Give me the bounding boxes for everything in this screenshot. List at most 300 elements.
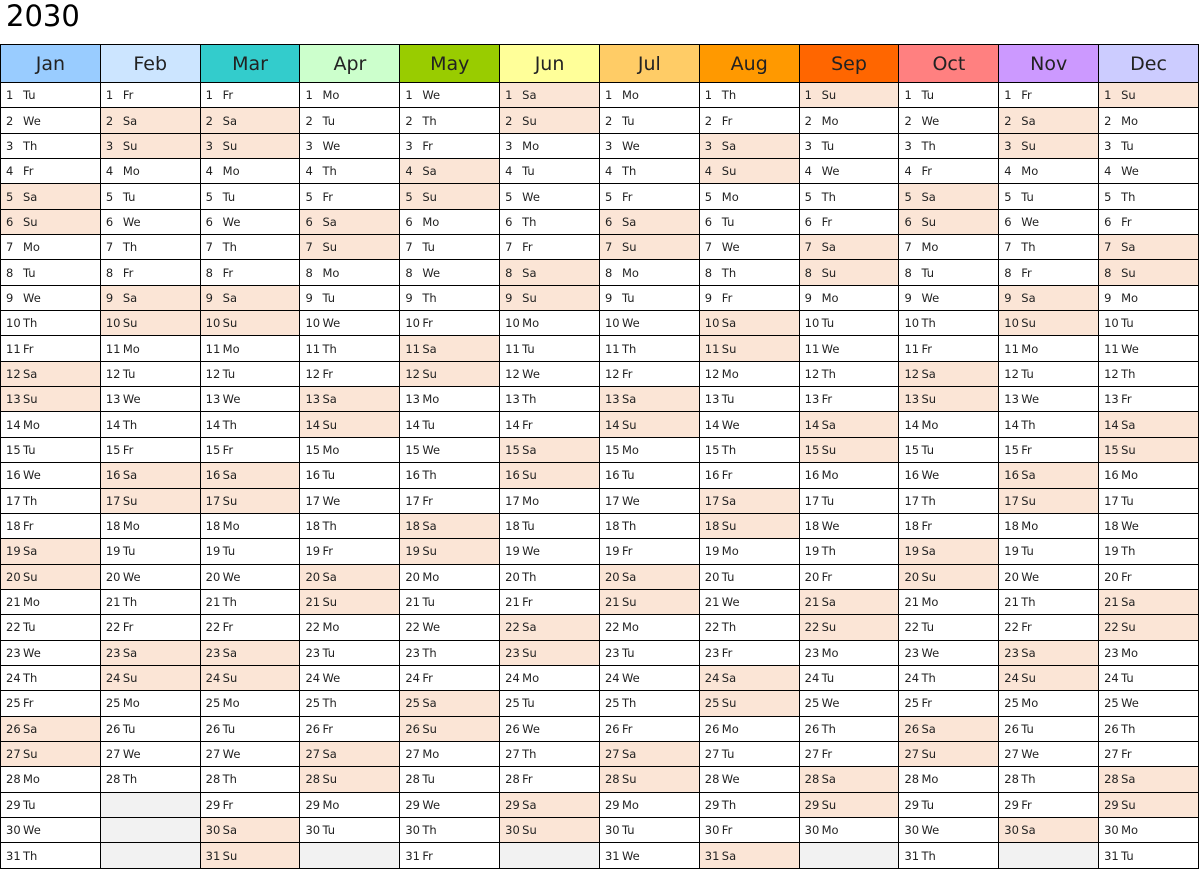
weekday-abbr: We: [522, 189, 540, 204]
weekday-abbr: Mo: [23, 595, 40, 610]
day-cell: [500, 235, 600, 260]
day-number: 22: [904, 620, 920, 635]
weekday-abbr: Fr: [23, 519, 34, 534]
weekday-abbr: Sa: [721, 316, 737, 331]
weekday-abbr: Th: [23, 138, 38, 153]
day-cell: [799, 412, 899, 437]
day-cell: [300, 412, 400, 437]
day-number: 16: [804, 468, 820, 483]
weekday-abbr: We: [222, 747, 241, 762]
weekday-abbr: Fr: [222, 265, 234, 280]
day-number: 5: [205, 189, 213, 204]
day-number: 23: [604, 645, 620, 660]
day-cell: [500, 133, 600, 158]
weekday-abbr: Su: [721, 164, 737, 179]
day-cell: [300, 564, 400, 589]
day-number: 21: [205, 595, 221, 610]
day-number: 2: [904, 113, 912, 128]
day-number: 29: [604, 797, 620, 812]
day-number: 7: [505, 240, 513, 255]
day-cell: [1, 792, 101, 817]
weekday-abbr: Sa: [921, 544, 936, 559]
day-cell: [200, 83, 300, 108]
weekday-abbr: We: [821, 164, 840, 179]
day-number: 13: [704, 392, 720, 407]
weekday-abbr: Sa: [721, 138, 737, 153]
weekday-abbr: Su: [222, 316, 238, 331]
day-number: 27: [105, 747, 121, 762]
weekday-abbr: Mo: [621, 620, 639, 635]
day-cell: [699, 412, 799, 437]
weekday-abbr: Su: [23, 747, 38, 762]
day-number: 31: [405, 848, 420, 863]
weekday-abbr: Su: [222, 671, 238, 686]
day-number: 17: [6, 493, 21, 508]
day-cell: [999, 615, 1099, 640]
day-cell: [999, 640, 1099, 665]
day-number: 14: [604, 417, 620, 432]
day-cell: [300, 387, 400, 412]
day-cell: [1099, 285, 1199, 310]
weekday-abbr: Fr: [322, 721, 333, 736]
day-number: 13: [1004, 392, 1019, 407]
weekday-abbr: Th: [921, 671, 936, 686]
weekday-abbr: Mo: [1021, 519, 1039, 534]
weekday-abbr: Fr: [1021, 265, 1032, 280]
day-number: 15: [405, 442, 420, 457]
day-cell: [1099, 83, 1199, 108]
weekday-abbr: Sa: [1021, 645, 1036, 660]
weekday-abbr: Mo: [621, 797, 639, 812]
weekday-abbr: We: [1021, 747, 1040, 762]
day-number: 4: [904, 164, 912, 179]
day-number: 8: [1004, 265, 1012, 280]
day-number: 18: [405, 519, 420, 534]
day-number: 3: [704, 138, 713, 153]
day-cell: [500, 640, 600, 665]
day-cell: [1, 159, 101, 184]
weekday-abbr: We: [422, 797, 441, 812]
day-cell: [1099, 361, 1199, 386]
weekday-abbr: Su: [122, 671, 138, 686]
day-cell: [500, 311, 600, 336]
day-cell: [599, 285, 699, 310]
day-number: 4: [205, 164, 213, 179]
day-number: 11: [205, 341, 221, 356]
day-number: 10: [1004, 316, 1019, 331]
weekday-abbr: Fr: [522, 240, 533, 255]
day-number: 11: [904, 341, 920, 356]
day-number: 18: [105, 519, 121, 534]
day-cell: [500, 691, 600, 716]
day-number: 18: [904, 519, 920, 534]
day-number: 13: [305, 392, 321, 407]
day-cell: [100, 209, 200, 234]
day-cell: [699, 615, 799, 640]
day-cell: [799, 615, 899, 640]
day-cell: [899, 741, 999, 766]
day-number: 27: [505, 747, 520, 762]
weekday-abbr: Su: [721, 341, 737, 356]
day-number: 23: [405, 645, 420, 660]
day-cell: [999, 311, 1099, 336]
day-number: 17: [305, 493, 321, 508]
day-number: 14: [6, 417, 21, 432]
weekday-abbr: Th: [721, 88, 737, 103]
day-row: [1, 235, 1199, 260]
day-number: 23: [904, 645, 920, 660]
day-number: 5: [604, 189, 613, 204]
day-cell: [1099, 209, 1199, 234]
day-number: 16: [205, 468, 221, 483]
weekday-abbr: Su: [322, 772, 338, 787]
day-number: 5: [804, 189, 812, 204]
day-row: [1, 589, 1199, 614]
day-cell: [400, 767, 500, 792]
day-number: 24: [1104, 671, 1119, 686]
weekday-abbr: Fr: [322, 189, 333, 204]
day-cell: [400, 640, 500, 665]
day-cell: [1, 564, 101, 589]
day-cell: [999, 741, 1099, 766]
day-number: 3: [505, 138, 513, 153]
day-number: 4: [405, 164, 413, 179]
weekday-abbr: Sa: [721, 848, 737, 863]
day-cell: [599, 159, 699, 184]
day-cell: [100, 564, 200, 589]
day-cell: [100, 311, 200, 336]
day-number: 30: [904, 823, 920, 838]
weekday-abbr: Tu: [721, 569, 735, 584]
day-number: 20: [505, 569, 520, 584]
weekday-abbr: Mo: [422, 392, 440, 407]
weekday-abbr: Mo: [821, 823, 839, 838]
day-cell: [699, 640, 799, 665]
day-cell: [699, 843, 799, 869]
day-row: [1, 184, 1199, 209]
day-number: 30: [604, 823, 620, 838]
weekday-abbr: Su: [222, 493, 238, 508]
weekday-abbr: Tu: [821, 493, 835, 508]
weekday-abbr: Fr: [921, 696, 932, 711]
day-cell: [300, 361, 400, 386]
day-number: 23: [1004, 645, 1019, 660]
day-cell: [1, 539, 101, 564]
day-number: 3: [305, 138, 313, 153]
weekday-abbr: Su: [222, 848, 238, 863]
weekday-abbr: Mo: [23, 772, 40, 787]
day-number: 24: [6, 671, 21, 686]
weekday-abbr: Sa: [322, 747, 337, 762]
weekday-abbr: Tu: [23, 797, 36, 812]
day-cell: [899, 235, 999, 260]
weekday-abbr: Fr: [522, 772, 533, 787]
weekday-abbr: Su: [1121, 797, 1136, 812]
day-cell: [400, 691, 500, 716]
weekday-abbr: Mo: [222, 341, 240, 356]
day-cell: [100, 640, 200, 665]
day-number: 1: [804, 88, 812, 103]
weekday-abbr: Sa: [422, 696, 437, 711]
weekday-abbr: Mo: [522, 316, 540, 331]
day-number: 12: [205, 366, 221, 381]
day-number: 2: [704, 113, 713, 128]
day-number: 15: [1004, 442, 1019, 457]
day-number: 27: [904, 747, 920, 762]
day-cell: [1099, 589, 1199, 614]
empty-day-cell: [799, 843, 899, 869]
weekday-abbr: We: [921, 645, 940, 660]
day-number: 3: [405, 138, 413, 153]
day-cell: [699, 159, 799, 184]
day-cell: [799, 361, 899, 386]
weekday-abbr: Su: [422, 721, 437, 736]
weekday-abbr: Fr: [1021, 442, 1032, 457]
day-number: 18: [305, 519, 321, 534]
day-cell: [300, 463, 400, 488]
weekday-abbr: Su: [322, 240, 338, 255]
day-cell: [1, 665, 101, 690]
weekday-abbr: Fr: [122, 620, 134, 635]
weekday-abbr: Su: [522, 113, 537, 128]
day-cell: [899, 564, 999, 589]
weekday-abbr: Th: [322, 696, 337, 711]
day-number: 17: [904, 493, 920, 508]
day-cell: [500, 285, 600, 310]
weekday-abbr: We: [721, 417, 740, 432]
weekday-abbr: Fr: [23, 696, 34, 711]
day-number: 1: [405, 88, 413, 103]
day-row: [1, 412, 1199, 437]
weekday-abbr: Th: [1121, 366, 1136, 381]
weekday-abbr: Sa: [821, 772, 836, 787]
day-number: 20: [305, 569, 321, 584]
day-number: 12: [1104, 366, 1119, 381]
day-cell: [300, 108, 400, 133]
weekday-abbr: Sa: [222, 113, 238, 128]
day-number: 10: [604, 316, 620, 331]
day-number: 28: [405, 772, 420, 787]
weekday-abbr: Su: [1021, 671, 1036, 686]
day-number: 4: [6, 164, 14, 179]
weekday-abbr: Tu: [921, 797, 935, 812]
weekday-abbr: Mo: [921, 595, 939, 610]
day-cell: [1, 513, 101, 538]
weekday-abbr: Tu: [1021, 189, 1034, 204]
weekday-abbr: Sa: [1021, 468, 1036, 483]
page-title: 2030: [6, 0, 80, 33]
day-number: 12: [904, 366, 920, 381]
day-cell: [200, 108, 300, 133]
day-cell: [799, 311, 899, 336]
day-number: 15: [1104, 442, 1119, 457]
empty-day-cell: [300, 843, 400, 869]
day-cell: [100, 488, 200, 513]
day-cell: [899, 539, 999, 564]
day-cell: [300, 159, 400, 184]
day-cell: [799, 564, 899, 589]
day-cell: [1, 767, 101, 792]
weekday-abbr: Th: [821, 721, 836, 736]
day-number: 14: [804, 417, 820, 432]
day-number: 27: [1004, 747, 1019, 762]
day-cell: [1099, 792, 1199, 817]
day-number: 16: [305, 468, 321, 483]
day-cell: [899, 311, 999, 336]
day-cell: [300, 589, 400, 614]
day-number: 16: [704, 468, 720, 483]
day-cell: [1099, 159, 1199, 184]
day-number: 19: [904, 544, 920, 559]
day-number: 9: [704, 290, 713, 305]
day-cell: [1, 488, 101, 513]
day-number: 25: [904, 696, 920, 711]
day-cell: [699, 209, 799, 234]
day-cell: [500, 564, 600, 589]
weekday-abbr: Th: [621, 164, 637, 179]
weekday-abbr: Su: [422, 189, 437, 204]
weekday-abbr: Tu: [122, 721, 136, 736]
day-cell: [200, 361, 300, 386]
day-number: 29: [305, 797, 321, 812]
day-cell: [599, 843, 699, 869]
weekday-abbr: Sa: [621, 569, 637, 584]
day-number: 8: [405, 265, 413, 280]
day-number: 9: [6, 290, 14, 305]
day-number: 1: [505, 88, 513, 103]
day-number: 15: [604, 442, 620, 457]
day-number: 12: [405, 366, 420, 381]
day-number: 22: [6, 620, 21, 635]
weekday-abbr: We: [821, 341, 840, 356]
day-cell: [200, 792, 300, 817]
weekday-abbr: We: [23, 113, 41, 128]
weekday-abbr: Th: [23, 671, 38, 686]
day-number: 28: [904, 772, 920, 787]
weekday-abbr: Tu: [821, 316, 835, 331]
day-cell: [599, 412, 699, 437]
day-number: 30: [405, 823, 420, 838]
day-cell: [799, 691, 899, 716]
weekday-abbr: We: [422, 442, 441, 457]
day-cell: [300, 260, 400, 285]
weekday-abbr: Sa: [322, 569, 337, 584]
weekday-abbr: We: [921, 468, 940, 483]
day-cell: [899, 133, 999, 158]
day-cell: [799, 817, 899, 842]
day-number: 23: [804, 645, 820, 660]
day-number: 4: [1104, 164, 1112, 179]
day-cell: [500, 361, 600, 386]
weekday-abbr: Mo: [422, 214, 440, 229]
day-cell: [400, 792, 500, 817]
day-number: 2: [1004, 113, 1012, 128]
day-cell: [1, 387, 101, 412]
day-cell: [699, 361, 799, 386]
day-cell: [300, 235, 400, 260]
day-number: 23: [1104, 645, 1119, 660]
day-number: 21: [804, 595, 820, 610]
day-number: 30: [305, 823, 321, 838]
day-number: 26: [1104, 721, 1119, 736]
day-number: 30: [205, 823, 221, 838]
day-cell: [999, 235, 1099, 260]
day-number: 18: [1004, 519, 1019, 534]
day-cell: [100, 665, 200, 690]
day-cell: [300, 665, 400, 690]
weekday-abbr: Sa: [821, 595, 836, 610]
day-cell: [799, 260, 899, 285]
day-number: 3: [1104, 138, 1112, 153]
day-number: 27: [205, 747, 221, 762]
weekday-abbr: Th: [122, 772, 138, 787]
day-number: 20: [6, 569, 21, 584]
day-cell: [999, 437, 1099, 462]
day-cell: [400, 513, 500, 538]
day-cell: [300, 792, 400, 817]
weekday-abbr: Sa: [522, 442, 537, 457]
day-cell: [599, 767, 699, 792]
day-cell: [699, 336, 799, 361]
day-number: 1: [1004, 88, 1012, 103]
day-number: 27: [604, 747, 620, 762]
day-cell: [300, 691, 400, 716]
day-cell: [599, 184, 699, 209]
day-cell: [1099, 463, 1199, 488]
weekday-abbr: Tu: [522, 164, 535, 179]
day-number: 3: [105, 138, 114, 153]
month-header-jan: Jan: [1, 45, 101, 83]
day-cell: [1, 235, 101, 260]
weekday-abbr: We: [621, 848, 640, 863]
weekday-abbr: Fr: [921, 341, 932, 356]
day-cell: [799, 488, 899, 513]
day-cell: [1099, 615, 1199, 640]
weekday-abbr: Sa: [721, 671, 737, 686]
weekday-abbr: Su: [821, 265, 837, 280]
month-header-may: May: [400, 45, 500, 83]
day-cell: [400, 437, 500, 462]
weekday-abbr: Sa: [122, 468, 138, 483]
weekday-abbr: Th: [122, 240, 138, 255]
day-cell: [500, 741, 600, 766]
day-cell: [1099, 311, 1199, 336]
day-number: 28: [604, 772, 620, 787]
day-cell: [100, 159, 200, 184]
day-cell: [1, 463, 101, 488]
day-cell: [400, 539, 500, 564]
weekday-abbr: Tu: [1121, 493, 1134, 508]
day-cell: [1099, 387, 1199, 412]
day-number: 4: [105, 164, 114, 179]
weekday-abbr: Fr: [721, 290, 733, 305]
weekday-abbr: Mo: [122, 164, 140, 179]
day-number: 16: [1104, 468, 1119, 483]
day-cell: [100, 615, 200, 640]
weekday-abbr: Mo: [522, 493, 540, 508]
weekday-abbr: Mo: [1121, 290, 1139, 305]
day-number: 9: [105, 290, 114, 305]
day-number: 20: [704, 569, 720, 584]
day-number: 27: [6, 747, 21, 762]
day-row: [1, 311, 1199, 336]
day-row: [1, 83, 1199, 108]
weekday-abbr: Th: [1121, 189, 1136, 204]
day-cell: [1, 311, 101, 336]
weekday-abbr: Mo: [1021, 164, 1039, 179]
day-number: 21: [6, 595, 21, 610]
day-cell: [300, 767, 400, 792]
